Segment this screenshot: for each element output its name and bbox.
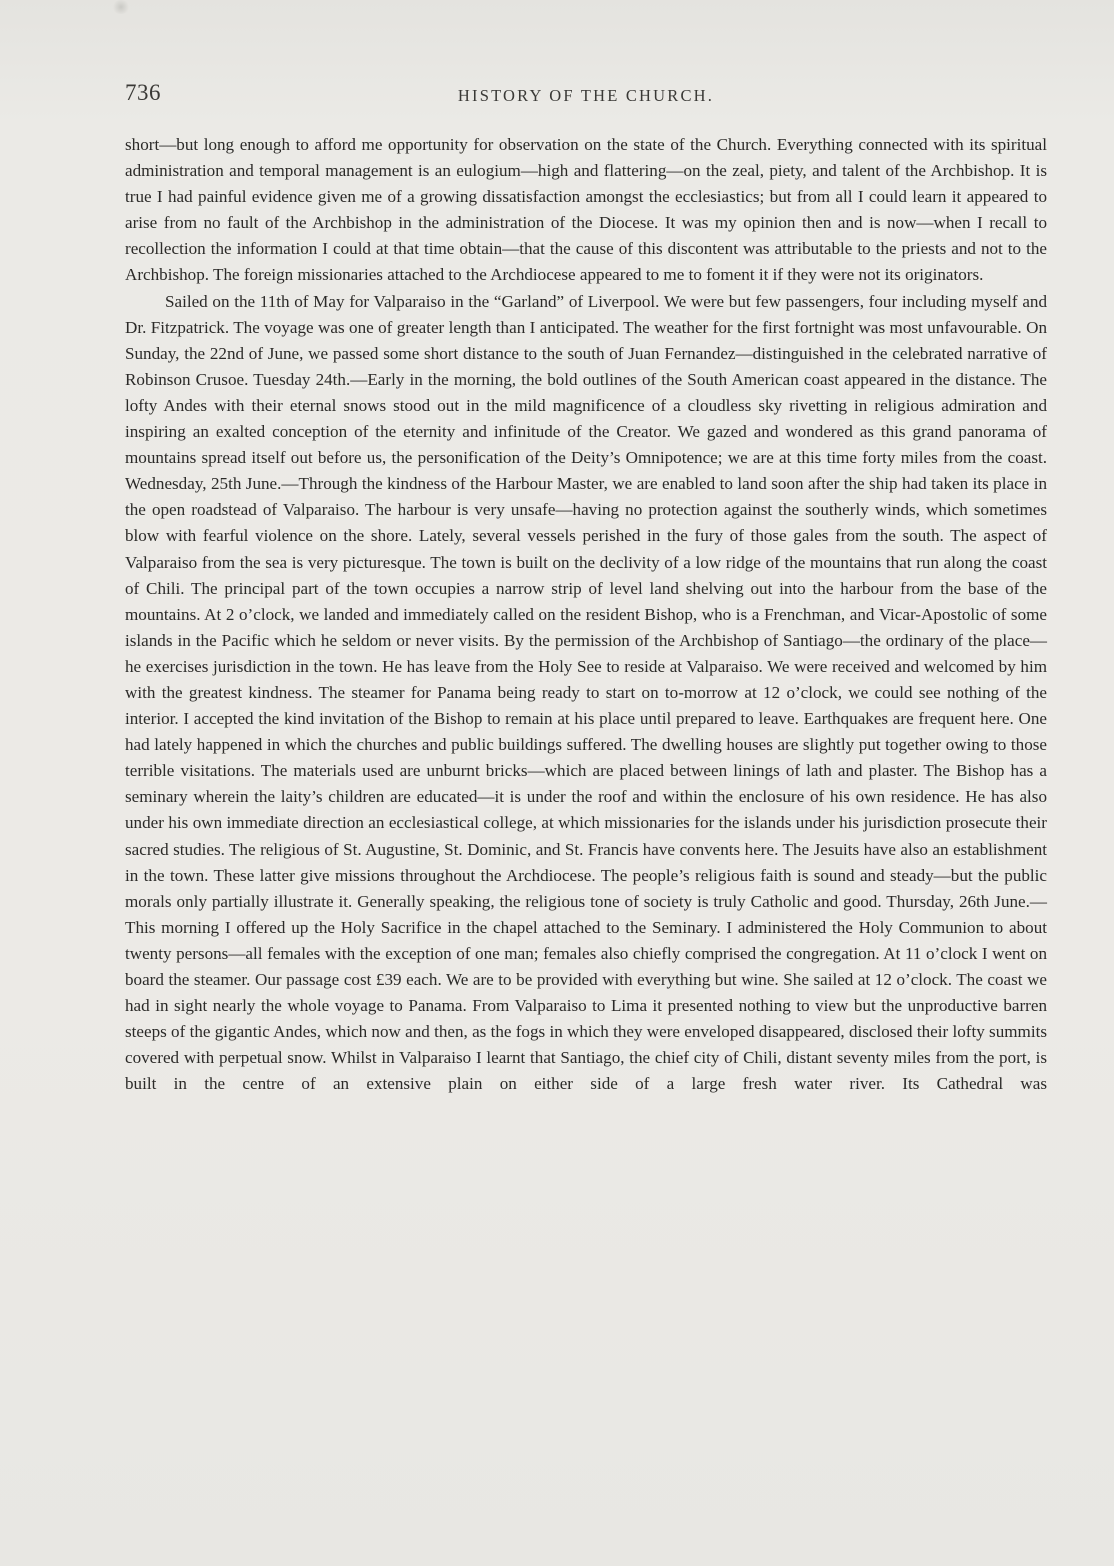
page-number: 736	[125, 80, 161, 105]
paper-blemish	[112, 0, 130, 14]
paragraph-voyage-to-valparaiso: Sailed on the 11th of May for Valparaiso in the “Garland” of Liverpool. We were but few passengers, four including myself and Dr. Fitzpatrick. The voyage was one of greater length than I anticipated. The weather for the first fortnight was most unfavourable. On Sunday, the 22nd of June, we passed some short distance to the south of Juan Fernandez—distinguished in the celebrated narrative of Robinson Crusoe. Tuesday 24th.—Early in the morning, the bold outlines of the South American coast appeared in the distance. The lofty Andes with their eternal snows stood out in the mild magnificence of a cloudless sky rivetting in religious admiration and inspiring an exalted conception of the eternity and infinitude of the Creator. We gazed and wondered as this grand panorama of mountains spread itself out before us, the personification of the Deity’s Omnipotence; we are at this time forty miles from the coast. Wednesday, 25th June.—Through the kindness of the Harbour Master, we are enabled to land soon after the ship had taken its place in the open roadstead of Valparaiso. The harbour is very unsafe—having no protection against the southerly winds, which sometimes blow with fearful violence on the shore. Lately, several vessels perished in the fury of those gales from the south. The aspect of Valparaiso from the sea is very picturesque. The town is built on the declivity of a low ridge of the mountains that run along the coast of Chili. The principal part of the town occupies a narrow strip of level land shelving out into the harbour from the base of the mountains. At 2 o’clock, we landed and immediately called on the resident Bishop, who is a Frenchman, and Vicar-Apostolic of some islands in the Pacific which he seldom or never visits. By the permission of the Archbishop of Santiago—the ordinary of the place—he exercises jurisdiction in the town. He has leave from the Holy See to reside at Valparaiso. We were received and welcomed by him with the greatest kindness. The steamer for Panama being ready to start on to-morrow at 12 o’clock, we could see nothing of the interior. I accepted the kind invitation of the Bishop to remain at his place until prepared to leave. Earthquakes are frequent here. One had lately happened in which the churches and public buildings suffered. The dwelling houses are slightly put together owing to those terrible visitations. The materials used are unburnt bricks—which are placed between linings of lath and plaster. The Bishop has a seminary wherein the laity’s children are educated—it is under the roof and within the enclosure of his own residence. He has also under his own immediate direction an ecclesiastical college, at which missionaries for the islands under his jurisdiction prosecute their sacred studies. The religious of St. Augustine, St. Dominic, and St. Francis have convents here. The Jesuits have also an establishment in the town. These latter give missions throughout the Archdiocese. The people’s religious faith is sound and steady—but the public morals only partially illustrate it. Generally speaking, the religious tone of society is truly Catholic and good. Thursday, 26th June.—This morning I offered up the Holy Sacrifice in the chapel attached to the Seminary. I administered the Holy Communion to about twenty persons—all females with the exception of one man; females also chiefly comprised the congregation. At 11 o’clock I went on board the steamer. Our passage cost £39 each. We are to be provided with everything but wine. She sailed at 12 o’clock. The coast we had in sight nearly the whole voyage to Panama. From Valparaiso to Lima it presented nothing to view but the unproductive barren steeps of the gigantic Andes, which now and then, as the fogs in which they were enveloped disappeared, disclosed their lofty summits covered with perpetual snow. Whilst in Valparaiso I learnt that Santiago, the chief city of Chili, distant seventy miles from the port, is built in the centre of an extensive plain on either side of a large fresh water river. Its Cathedral was	[125, 291, 1047, 1094]
running-title: HISTORY OF THE CHURCH.	[457, 86, 715, 105]
page-header	[125, 80, 1047, 112]
body-text	[125, 132, 1047, 1097]
paragraph-continuation: short—but long enough to afford me opportunity for observation on the state of the Church. Everything connected with its spiritual administration and temporal management is an eulogium—high and flattering—on the zeal, piety, and talent of the Archbishop. It is true I had painful evidence given me of a growing dissatisfaction amongst the ecclesiastics; but from all I could learn it appeared to arise from no fault of the Archbishop in the administration of the Diocese. It was my opinion then and is now—when I recall to recollection the information I could at that time obtain—that the cause of this discontent was attributable to the priests and not to the Archbishop. The foreign missionaries attached to the Archdiocese appeared to me to foment it if they were not its originators.	[125, 135, 1047, 285]
